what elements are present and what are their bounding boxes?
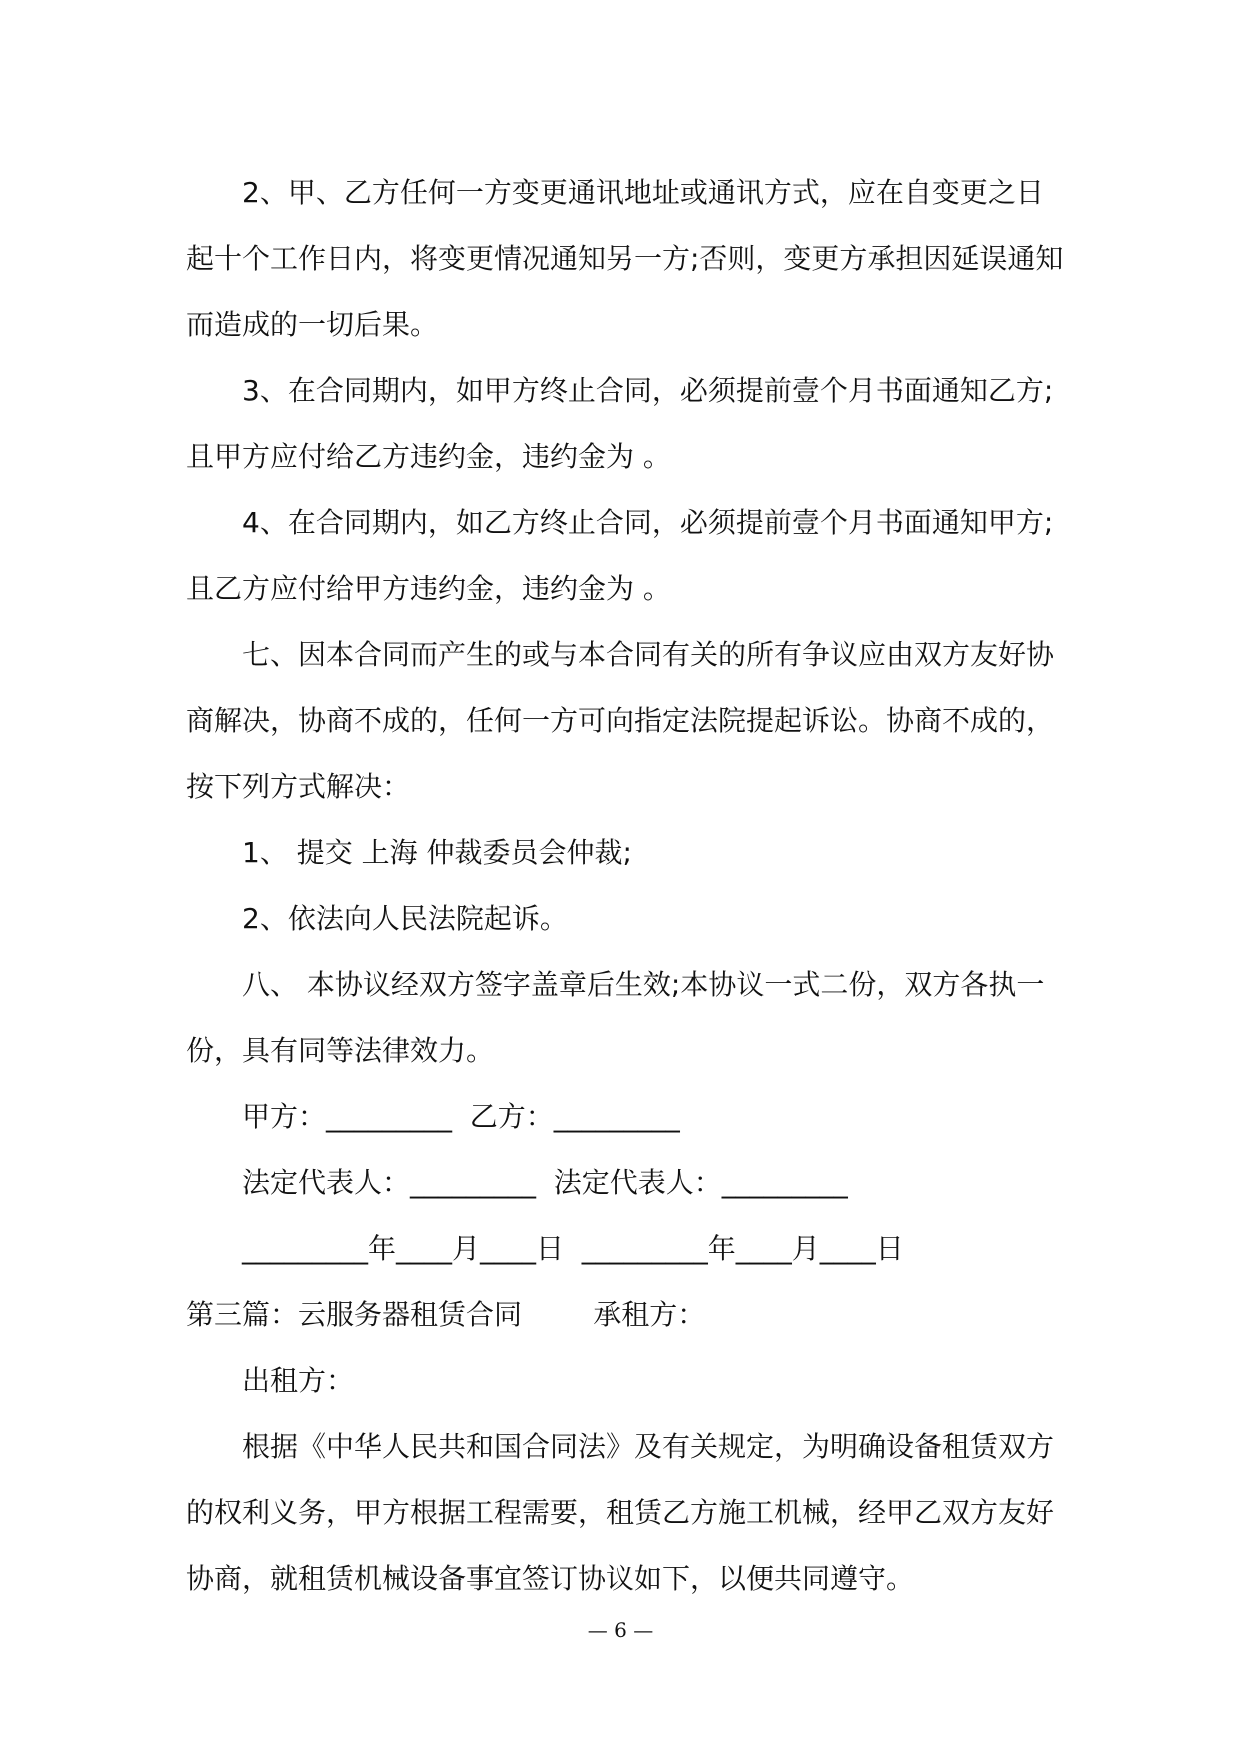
signature-representatives: 法定代表人：_________ 法定代表人：_________ [242,1166,848,1199]
paragraph-dispute-resolution: 七、因本合同而产生的或与本合同有关的所有争议应由双方友好协商解决，协商不成的，任何一方可向指定法院提起诉讼。协商不成的，按下列方式解决： [186,638,1055,803]
document-body [186,160,1066,1612]
paragraph-arbitration: 1、 提交 上海 仲裁委员会仲裁; [242,836,632,869]
paragraph-party-b-termination: 4、在合同期内，如乙方终止合同，必须提前壹个月书面通知甲方;且乙方应付给甲方违约金，违约金为 。 [186,506,1054,605]
signature-parties: 甲方：_________ 乙方：_________ [242,1100,680,1133]
paragraph-litigation: 2、依法向人民法院起诉。 [242,902,568,935]
paragraph-notice-change: 2、甲、乙方任何一方变更通讯地址或通讯方式，应在自变更之日起十个工作日内，将变更情况通知另一方;否则，变更方承担因延误通知而造成的一切后果。 [186,176,1064,341]
paragraph-lease-intro: 根据《中华人民共和国合同法》及有关规定，为明确设备租赁双方的权利义务，甲方根据工程需要，租赁乙方施工机械，经甲乙双方友好协商，就租赁机械设备事宜签订协议如下，以便共同遵守。 [186,1430,1055,1595]
section-heading: 第三篇：云服务器租赁合同 承租方： [186,1298,706,1331]
lessor-line: 出租方： [242,1364,355,1397]
paragraph-effectiveness: 八、 本协议经双方签字盖章后生效;本协议一式二份，双方各执一份，具有同等法律效力。 [186,968,1045,1067]
page-number: — 6 — [587,1618,654,1642]
signature-dates: _________年____月____日 _________年____月____日 [242,1232,904,1265]
paragraph-party-a-termination: 3、在合同期内，如甲方终止合同，必须提前壹个月书面通知乙方;且甲方应付给乙方违约金，违约金为 。 [186,374,1054,473]
